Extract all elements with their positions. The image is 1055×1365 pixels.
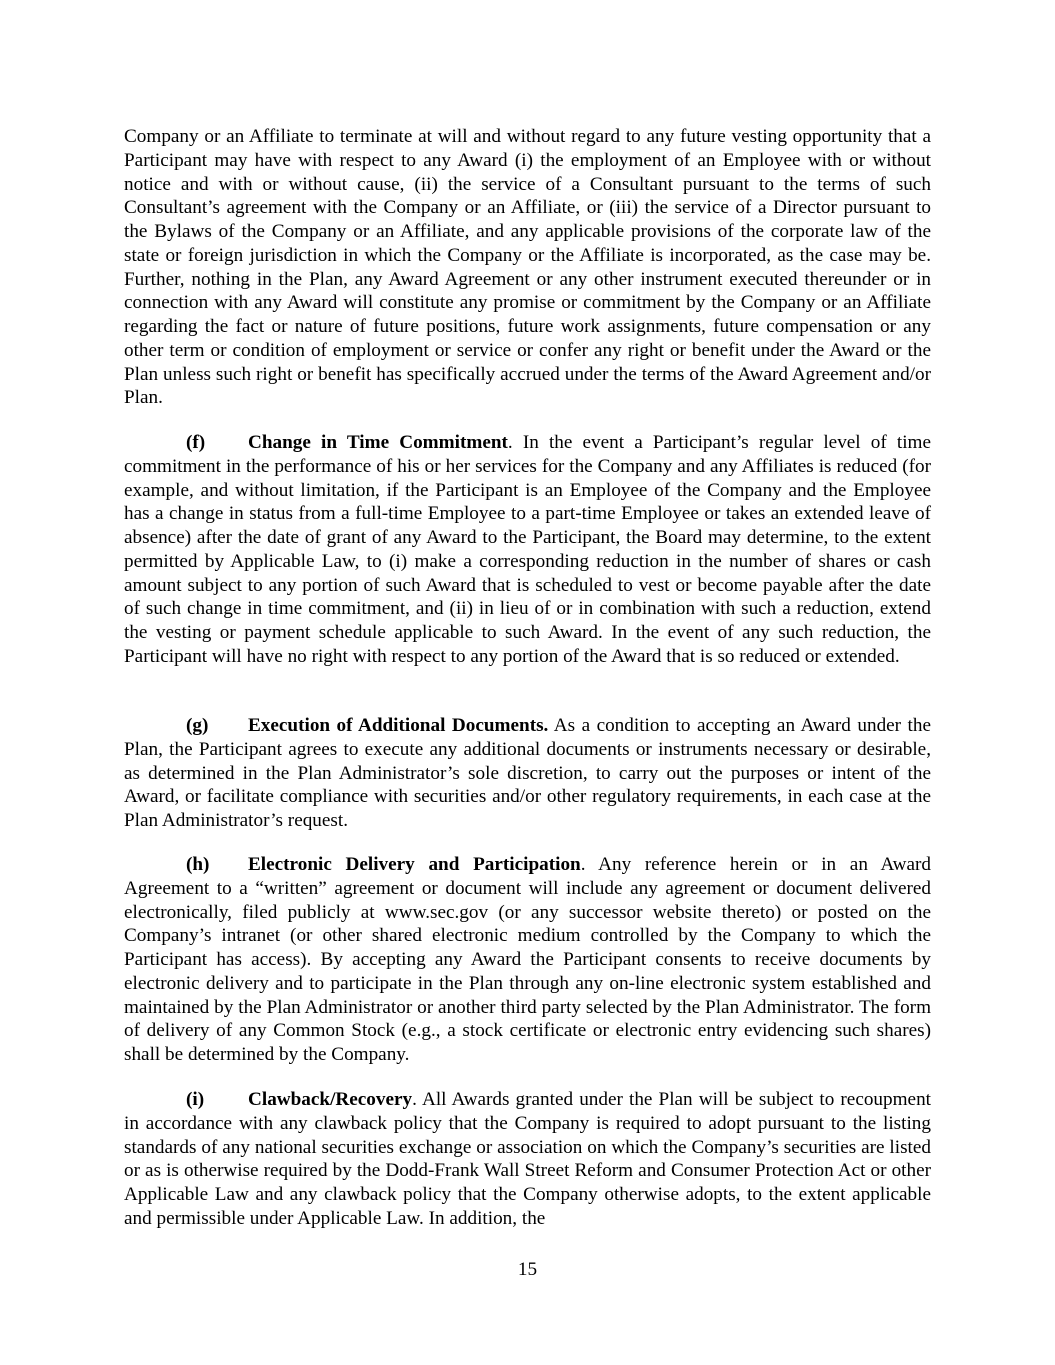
section-title-punctuation: . <box>412 1089 417 1110</box>
section-number: (i) <box>186 1089 205 1110</box>
intro-paragraph: Company or an Affiliate to terminate at will and without regard to any future vesting opportunity that a Participant may have with respect to any Award (i) the employment of an Employee with or without notice and with or without cause, (ii) the service of a Consultant pursuant to the terms of such Consultant’s agreement with the Company or an Affiliate, or (iii) the service of a Director pursuant to the Bylaws of the Company or an Affiliate, and any applicable provisions of the corporate law of the state or foreign jurisdiction in which the Company or the Affiliate is incorporated, as the case may be. Further, nothing in the Plan, any Award Agreement or any other instrument executed thereunder or in connection with any Award will constitute any promise or commitment by the Company or an Affiliate regarding the fact or nature of future positions, future work assignments, future compensation or any other term or condition of employment or service or confer any right or benefit under the Award or the Plan unless such right or benefit has specifically accrued under the terms of the Award Agreement and/or Plan. <box>124 126 931 409</box>
section-title: Change in Time Commitment <box>248 432 508 453</box>
section-title: Electronic Delivery and Participation <box>248 854 581 875</box>
section-i-paragraph <box>124 1088 931 1231</box>
section-title: Execution of Additional Documents. <box>248 715 549 736</box>
section-body: Any reference herein or in an Award Agreement to a “written” agreement or document will include any agreement or document delivered electronically, filed publicly at www.sec.gov (or any successor website thereto) or posted on the Company’s intranet (or other shared electronic medium controlled by the Company to which the Participant has access). By accepting any Award the Participant consents to receive documents by electronic delivery and to participate in the Plan through any on-line electronic system established and maintained by the Plan Administrator or another third party selected by the Plan Administrator. The form of delivery of any Common Stock (e.g., a stock certificate or electronic entry evidencing such shares) shall be determined by the Company. <box>124 854 931 1065</box>
section-h-paragraph <box>124 853 931 1067</box>
page-number: 15 <box>517 1259 538 1280</box>
section-body: As a condition to accepting an Award under the Plan, the Participant agrees to execute any additional documents or instruments necessary or desirable, as determined in the Plan Administrator’s sole discretion, to carry out the purposes or intent of the Award, or facilitate compliance with securities and/or other regulatory requirements, in each case at the Plan Administrator’s request. <box>124 715 931 831</box>
section-g-paragraph <box>124 714 931 833</box>
section-body: All Awards granted under the Plan will be subject to recoupment in accordance with any clawback policy that the Company is required to adopt pursuant to the listing standards of any national securities exchange or association on which the Company’s securities are listed or as is otherwise required by the Dodd-Frank Wall Street Reform and Consumer Protection Act or other Applicable Law and any clawback policy that the Company otherwise adopts, to the extent applicable and permissible under Applicable Law. In addition, the <box>124 1089 931 1229</box>
section-number: (f) <box>186 432 206 453</box>
section-title-punctuation: . <box>580 854 586 875</box>
section-title: Clawback/Recovery <box>248 1089 413 1110</box>
section-body: In the event a Participant’s regular level of time commitment in the performance of his or her services for the Company and any Affiliates is reduced (for example, and without limitation, if the Participant is an Employee of the Company and the Employee has a change in status from a full-time Employee to a part-time Employee or takes an extended leave of absence) after the date of grant of any Award to the Participant, the Board may determine, to the extent permitted by Applicable Law, to (i) make a corresponding reduction in the number of shares or cash amount subject to any portion of such Award that is scheduled to vest or become payable after the date of such change in time commitment, and (ii) in lieu of or in combination with such a reduction, extend the vesting or payment schedule applicable to such Award. In the event of any such reduction, the Participant will have no right with respect to any portion of the Award that is so reduced or extended. <box>124 432 931 667</box>
section-f-paragraph <box>124 431 931 669</box>
section-number: (h) <box>186 854 210 875</box>
section-title-punctuation: . <box>507 432 513 453</box>
section-number: (g) <box>186 715 209 736</box>
